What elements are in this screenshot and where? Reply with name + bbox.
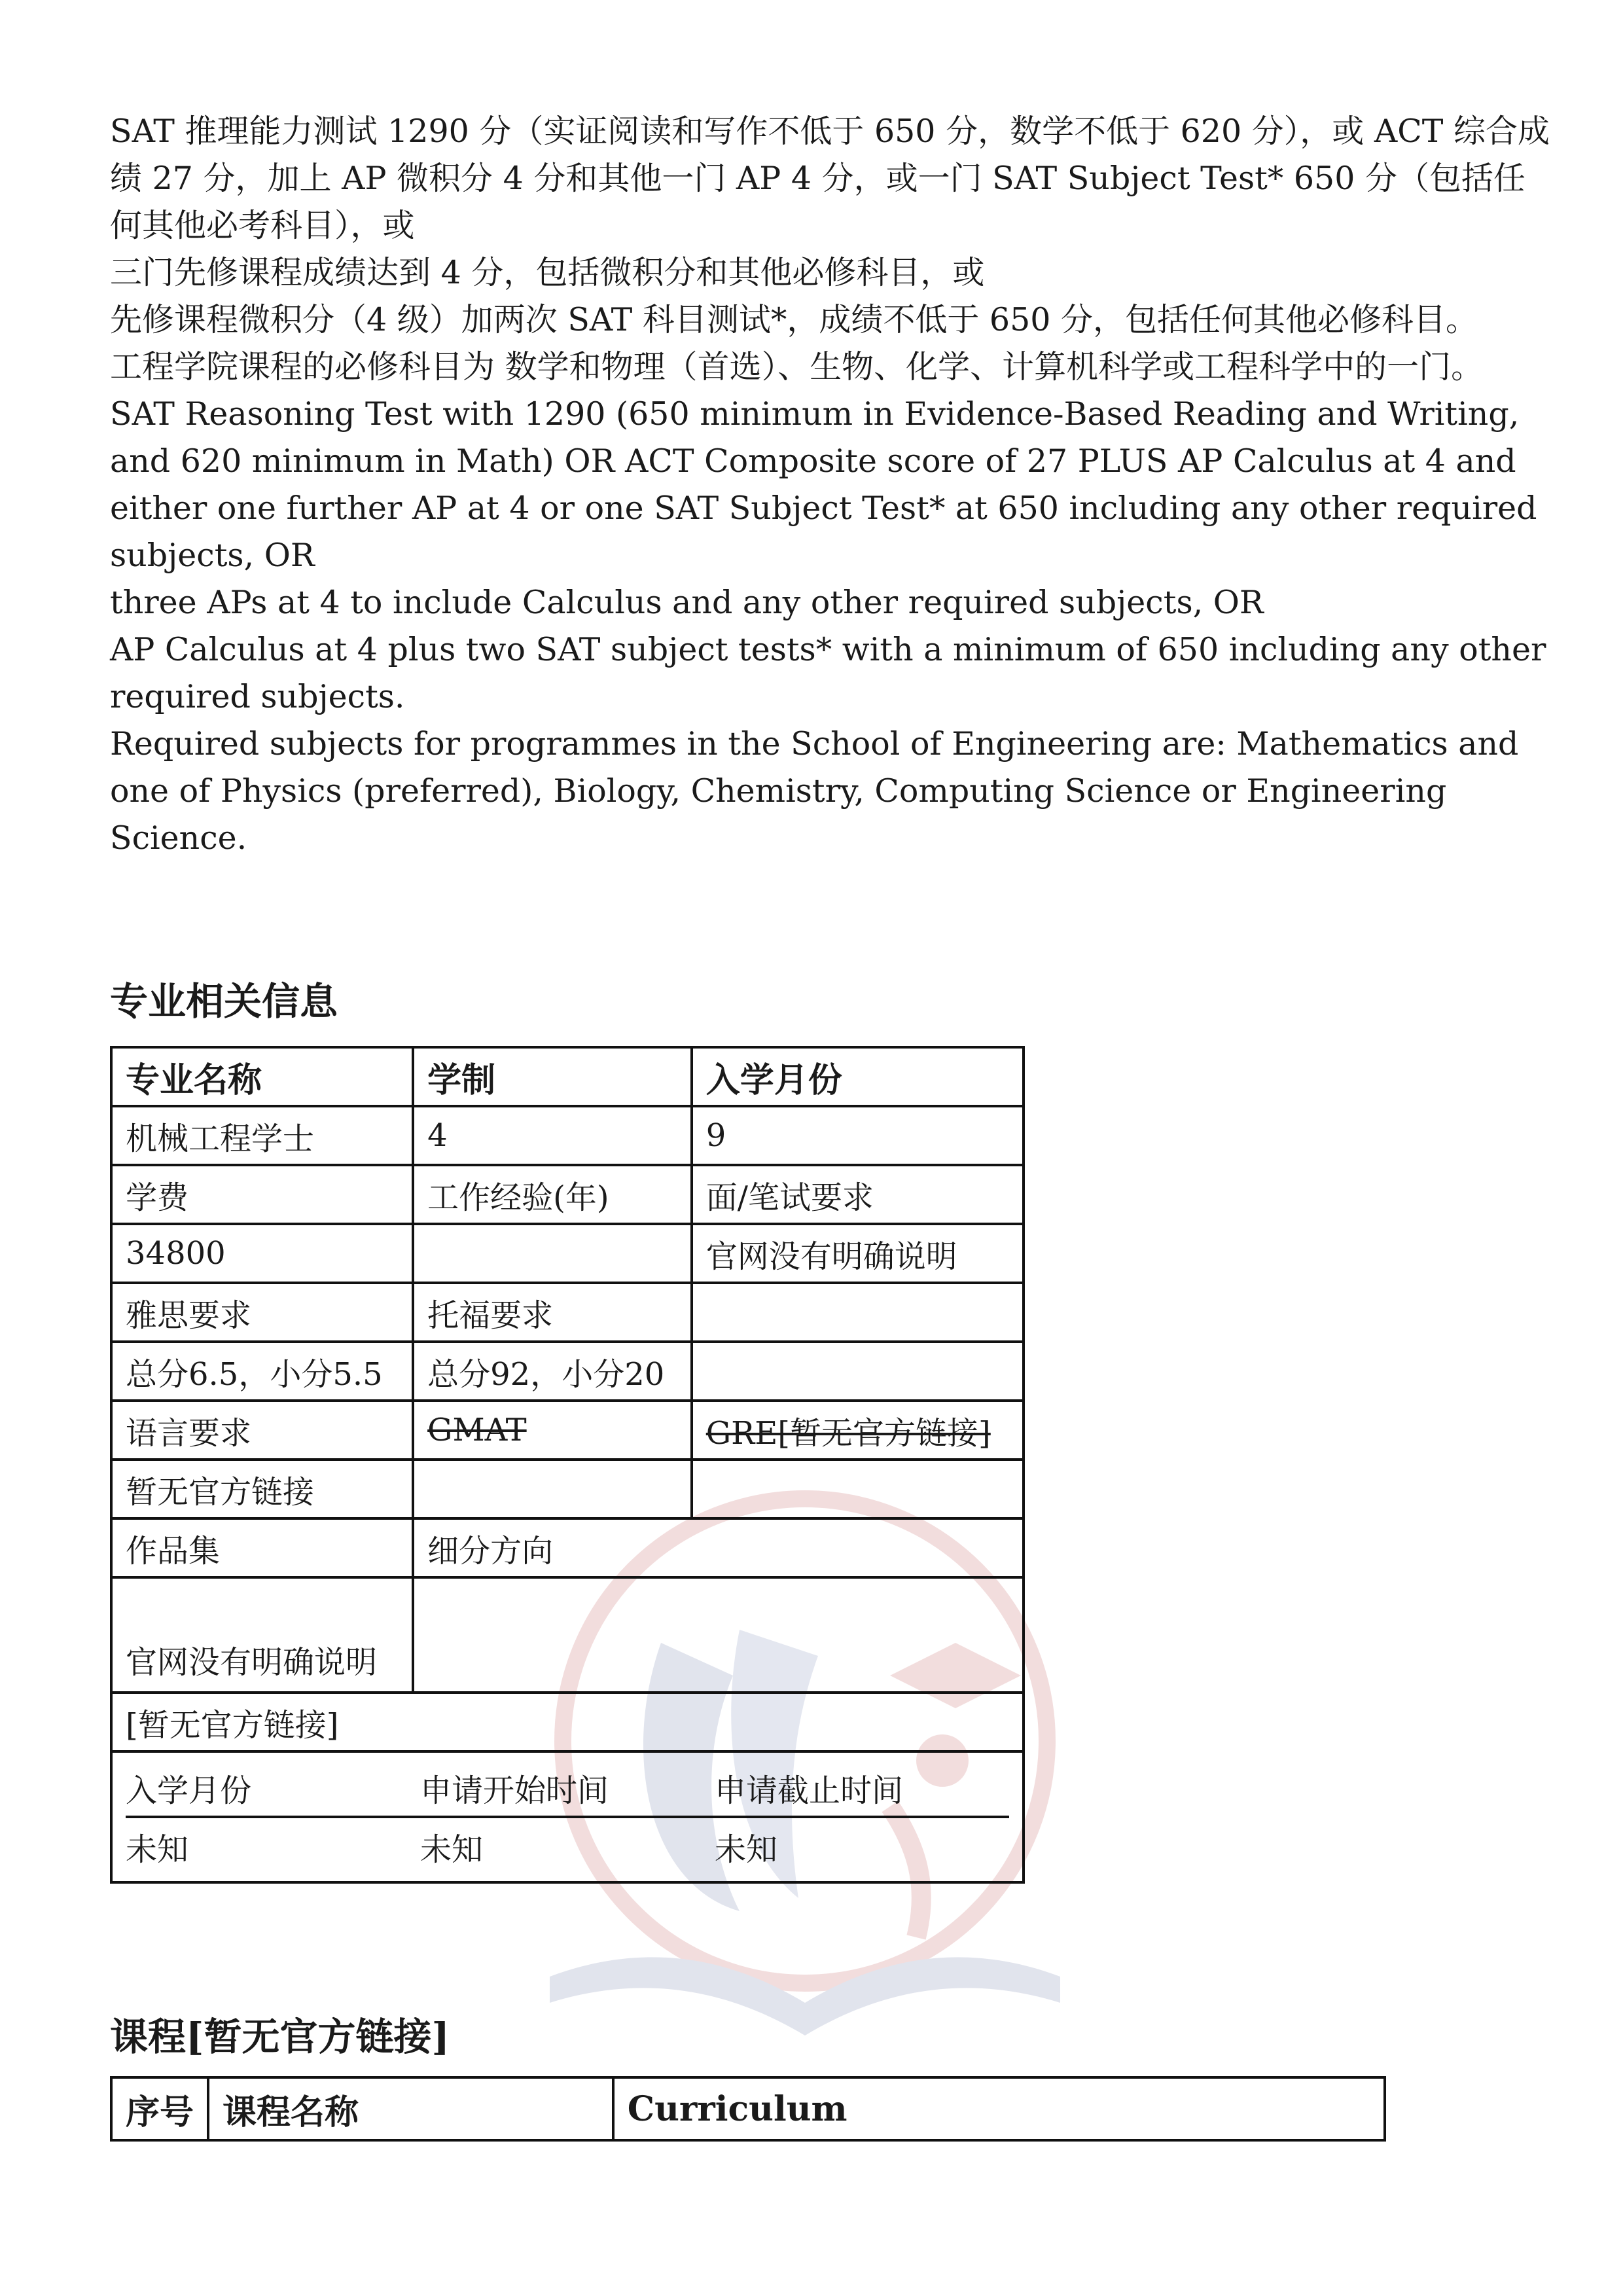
interview-label: 面/笔试要求 [692, 1165, 1024, 1224]
empty-cell [692, 1342, 1024, 1401]
empty-cell [413, 1460, 692, 1518]
table-row [111, 1693, 1024, 1751]
table-row [111, 1751, 1024, 1882]
curriculum-header: Curriculum [613, 2077, 1385, 2140]
table-row [111, 1460, 1024, 1518]
portfolio-label: 作品集 [111, 1518, 413, 1577]
intake-dates-header [126, 1759, 1009, 1818]
portfolio-value: 官网没有明确说明 [111, 1577, 413, 1693]
app-start-header: 申请开始时间 [420, 1772, 609, 1809]
course-table [110, 2076, 1386, 2142]
work-experience-label: 工作经验(年) [413, 1165, 692, 1224]
intake-month-header: 入学月份 [692, 1047, 1024, 1106]
requirement-paragraph: SAT Reasoning Test with 1290 (650 minimum in Evidence-Based Reading and Writing, and 620 minimum in Math) OR ACT Composite score of 27 PLUS AP Calculus at 4 and either one further AP at 4 or one SAT Subject Test* at 650 including any other required subjects, OR [110, 395, 1537, 574]
course-name-header: 课程名称 [208, 2077, 613, 2140]
ielts-label: 雅思要求 [111, 1283, 413, 1342]
serial-number-header: 序号 [111, 2077, 208, 2140]
table-row [111, 1224, 1024, 1283]
intake-header: 入学月份 [126, 1772, 252, 1809]
empty-cell [692, 1283, 1024, 1342]
tuition-value: 34800 [111, 1224, 413, 1283]
major-name-header: 专业名称 [111, 1047, 413, 1106]
interview-value: 官网没有明确说明 [692, 1224, 1024, 1283]
table-row [111, 1342, 1024, 1401]
requirement-paragraph: three APs at 4 to include Calculus and any other required subjects, OR [110, 584, 1264, 621]
intake-dates-values [126, 1818, 1009, 1874]
toefl-value: 总分92，小分20 [413, 1342, 692, 1401]
gmat-label: GMAT [413, 1401, 692, 1460]
toefl-label: 托福要求 [413, 1283, 692, 1342]
link-note: [暂无官方链接] [111, 1693, 1024, 1751]
intake-month-value: 9 [692, 1106, 1024, 1165]
requirement-paragraph: AP Calculus at 4 plus two SAT subject tests* with a minimum of 650 including any other required subjects. [110, 631, 1546, 715]
gre-label: GRE[暂无官方链接] [692, 1401, 1024, 1460]
app-deadline-value: 未知 [715, 1831, 778, 1868]
major-section-heading: 专业相关信息 [110, 979, 338, 1024]
table-row [111, 1047, 1024, 1106]
language-label: 语言要求 [111, 1401, 413, 1460]
requirements-text [110, 108, 1550, 862]
empty-cell [692, 1460, 1024, 1518]
major-name-value: 机械工程学士 [111, 1106, 413, 1165]
work-experience-value [413, 1224, 692, 1283]
requirement-paragraph: Required subjects for programmes in the School of Engineering are: Mathematics and one of Physics (preferred), Biology, Chemistry, Computing Science or Engineering Science. [110, 725, 1519, 857]
language-value: 暂无官方链接 [111, 1460, 413, 1518]
ielts-value: 总分6.5，小分5.5 [111, 1342, 413, 1401]
requirement-paragraph: 三门先修课程成绩达到 4 分，包括微积分和其他必修科目，或 [110, 254, 985, 291]
table-row [111, 1518, 1024, 1577]
direction-label: 细分方向 [413, 1518, 1024, 1577]
table-row [111, 2077, 1385, 2140]
requirement-paragraph: SAT 推理能力测试 1290 分（实证阅读和写作不低于 650 分，数学不低于 620 分），或 ACT 综合成绩 27 分，加上 AP 微积分 4 分和其他一门 AP 4 分，或一门 SAT Subject Test* 650 分（包括任何其他必考科目），或 [110, 113, 1550, 244]
app-start-value: 未知 [420, 1831, 484, 1868]
duration-value: 4 [413, 1106, 692, 1165]
table-row [111, 1401, 1024, 1460]
table-row [111, 1165, 1024, 1224]
direction-value [413, 1577, 1024, 1693]
app-deadline-header: 申请截止时间 [715, 1772, 904, 1809]
table-row [111, 1577, 1024, 1693]
intake-dates-block [111, 1751, 1024, 1882]
table-row [111, 1106, 1024, 1165]
table-row [111, 1283, 1024, 1342]
requirement-paragraph: 工程学院课程的必修科目为 数学和物理（首选）、生物、化学、计算机科学或工程科学中的一门。 [110, 348, 1484, 386]
intake-value: 未知 [126, 1831, 189, 1868]
requirement-paragraph: 先修课程微积分（4 级）加两次 SAT 科目测试*，成绩不低于 650 分，包括任何其他必修科目。 [110, 301, 1478, 338]
tuition-label: 学费 [111, 1165, 413, 1224]
major-info-table [110, 1046, 1025, 1884]
course-section-heading: 课程[暂无官方链接] [110, 2015, 450, 2059]
duration-header: 学制 [413, 1047, 692, 1106]
